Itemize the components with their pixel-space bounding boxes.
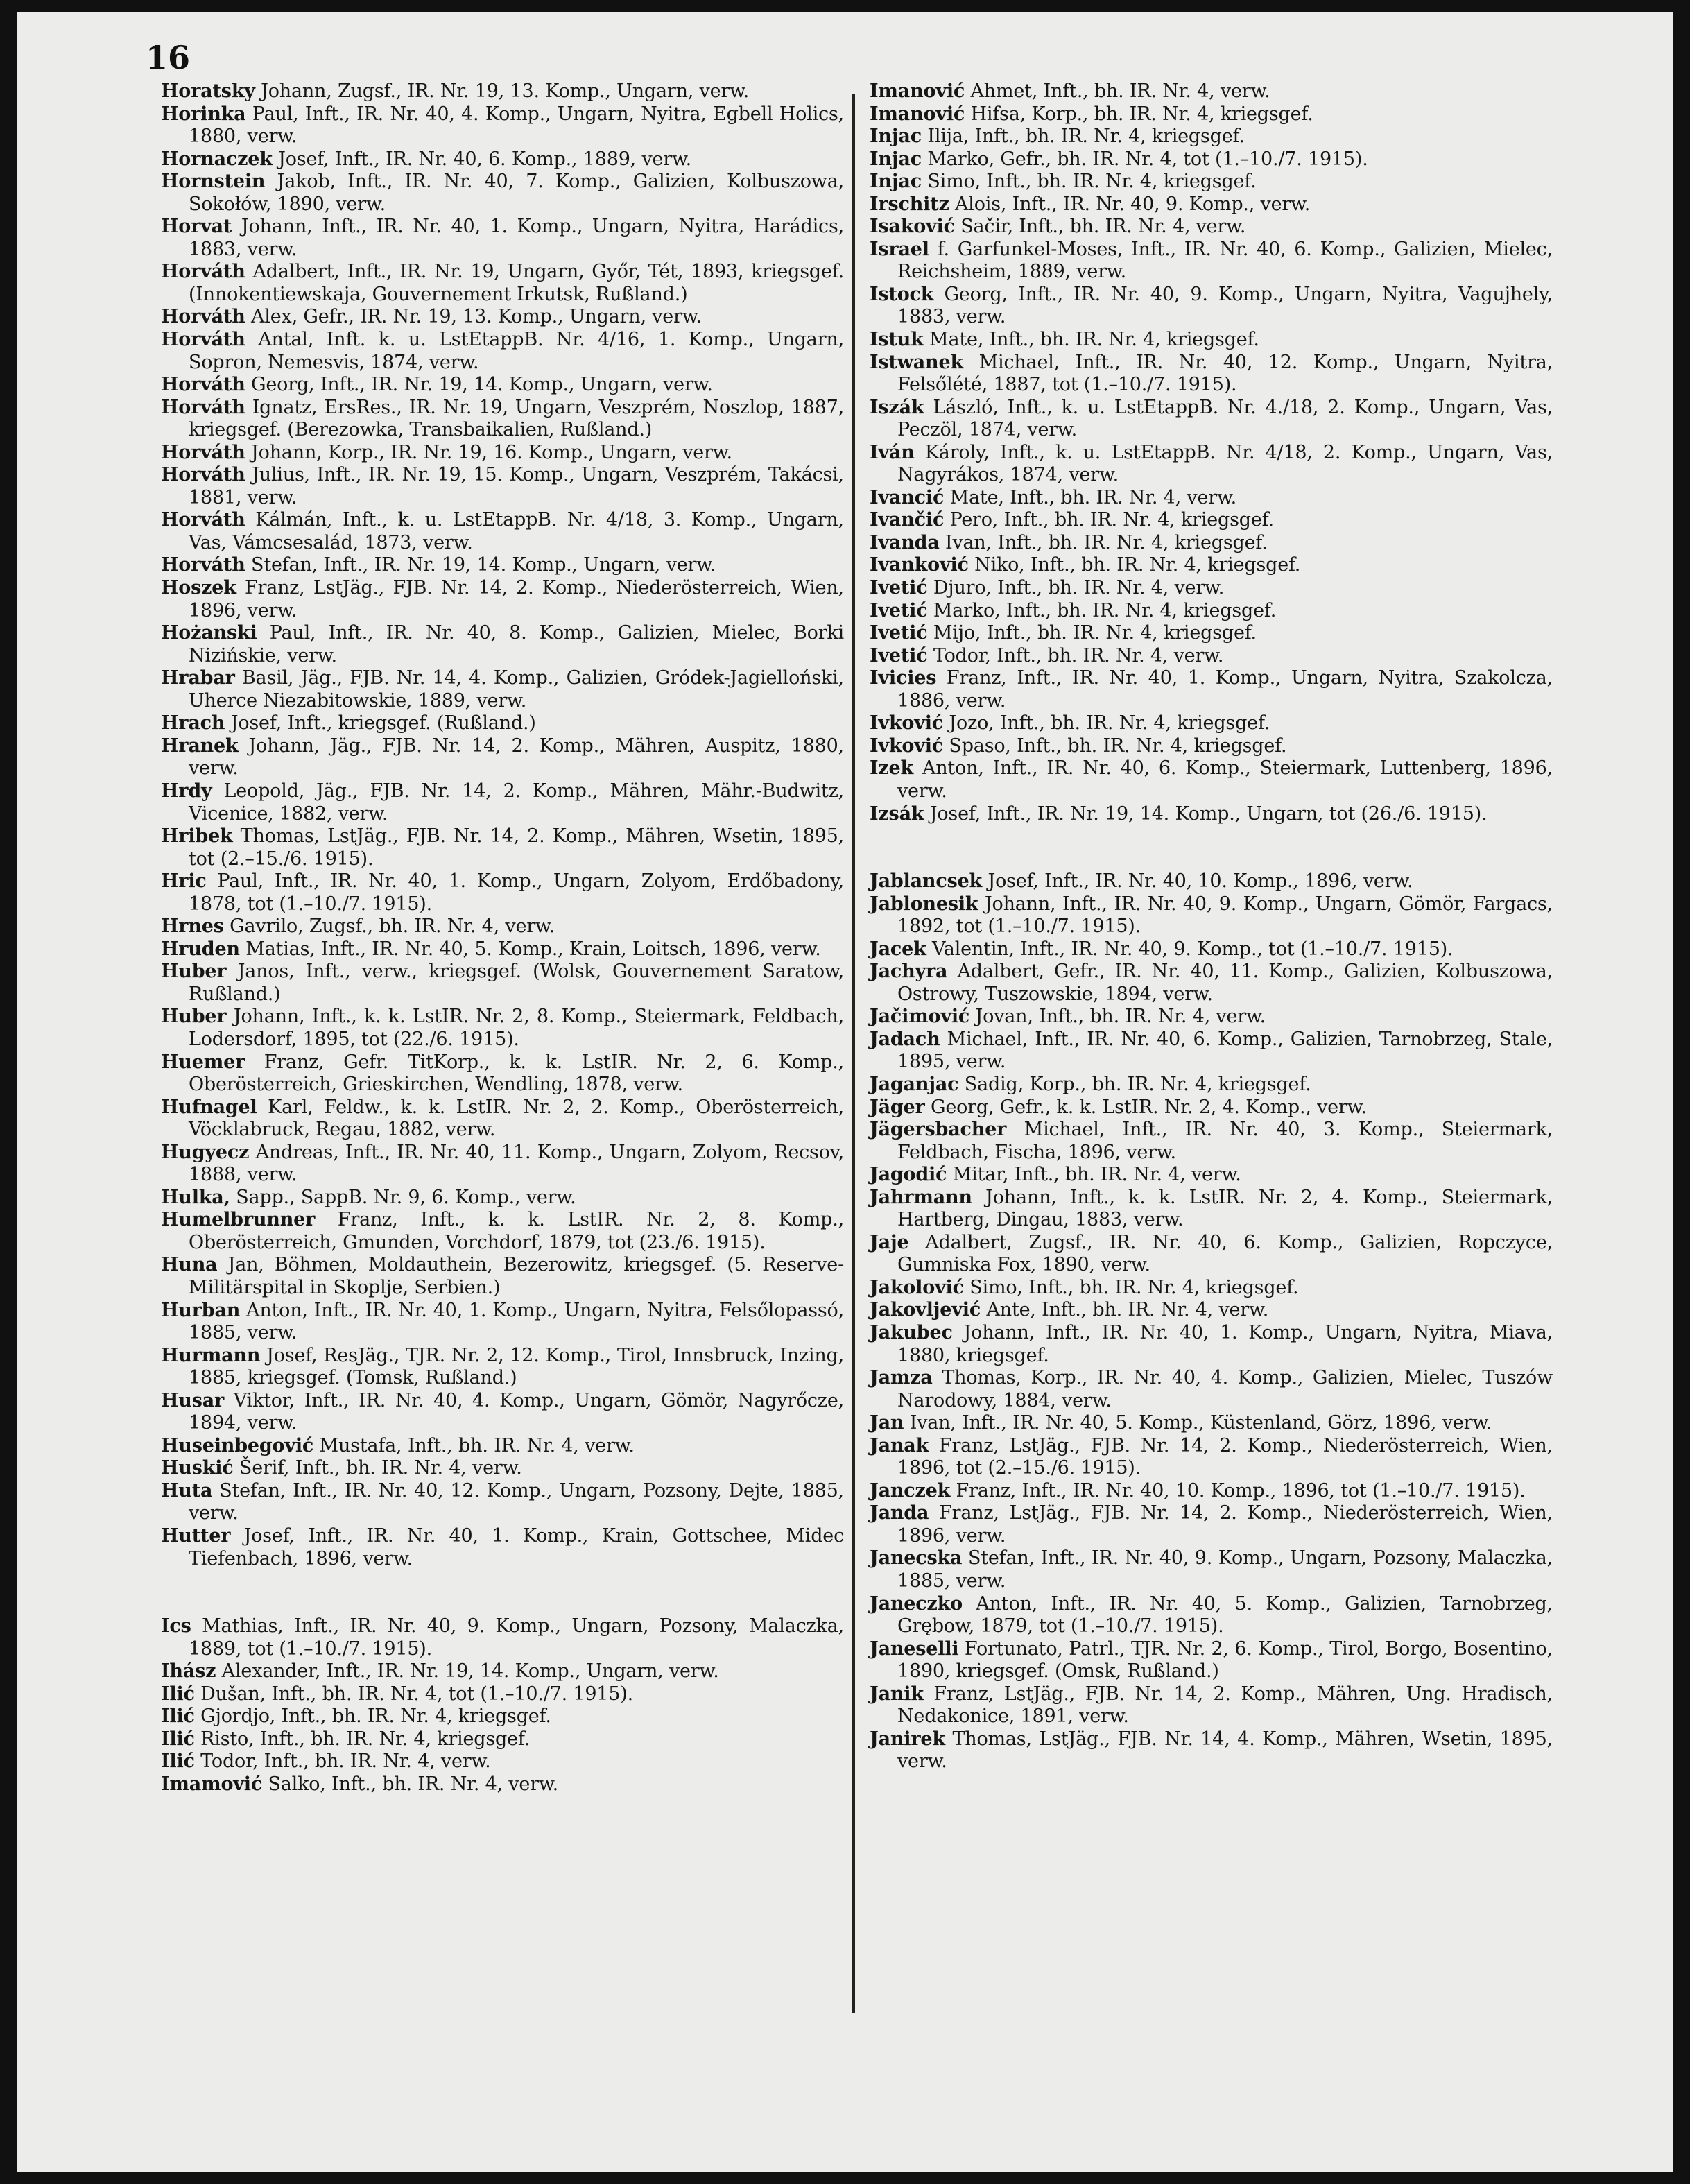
entry-details: Kálmán, Inft., k. u. LstEtappB. Nr. 4/18, 3. Komp., Ungarn, Vas, Vámcsesalád, 1873, verw. — [189, 509, 844, 553]
list-entry — [870, 171, 1553, 194]
list-entry — [870, 600, 1553, 623]
list-entry — [870, 1006, 1553, 1029]
list-entry — [161, 148, 844, 171]
entry-details: Spaso, Inft., bh. IR. Nr. 4, kriegsgef. — [943, 734, 1287, 757]
entry-details: Josef, Inft., IR. Nr. 40, 1. Komp., Krain, Gottschee, Midec Tiefenbach, 1896, verw. — [189, 1525, 844, 1570]
list-entry — [870, 757, 1553, 802]
entry-surname: Injac — [870, 126, 922, 148]
entry-surname: Janirek — [870, 1728, 945, 1750]
entry-surname: Huskić — [161, 1457, 234, 1479]
list-entry — [161, 464, 844, 509]
list-entry — [870, 554, 1553, 577]
list-entry — [870, 1232, 1553, 1277]
entry-surname: Hornstein — [161, 171, 266, 193]
entry-surname: Janik — [870, 1683, 924, 1705]
entry-surname: Jägersbacher — [870, 1119, 1007, 1141]
entry-details: Georg, Inft., IR. Nr. 40, 9. Komp., Ungarn, Nyitra, Vagujhely, 1883, verw. — [897, 283, 1553, 328]
entry-surname: Hożanski — [161, 622, 257, 644]
list-entry — [870, 667, 1553, 712]
entry-surname: Huemer — [161, 1051, 245, 1073]
list-entry — [870, 239, 1553, 284]
entry-surname: Husar — [161, 1389, 225, 1411]
entry-details: f. Garfunkel-Moses, Inft., IR. Nr. 40, 6. Komp., Galizien, Mielec, Reichsheim, 1889, verw. — [897, 238, 1553, 283]
entry-surname: Hrach — [161, 712, 225, 734]
entry-details: Johann, Inft., IR. Nr. 40, 1. Komp., Ungarn, Nyitra, Miava, 1880, kriegsgef. — [897, 1321, 1553, 1366]
entry-surname: Ics — [161, 1615, 191, 1637]
section-gap — [161, 1570, 844, 1615]
left-column — [161, 80, 844, 1796]
entry-surname: Horváth — [161, 329, 245, 351]
entry-surname: Jakovljević — [870, 1299, 981, 1321]
list-entry — [870, 961, 1553, 1006]
list-entry — [161, 329, 844, 374]
entry-details: Basil, Jäg., FJB. Nr. 14, 4. Komp., Galizien, Gródek-Jagielloński, Uherce Niezabitowskie, 1889, verw. — [189, 667, 844, 712]
entry-surname: Hrabar — [161, 667, 235, 689]
list-entry — [870, 509, 1553, 532]
entry-details: Anton, Inft., IR. Nr. 40, 6. Komp., Steiermark, Luttenberg, 1896, verw. — [897, 757, 1553, 802]
entry-details: Johann, Inft., IR. Nr. 40, 9. Komp., Ungarn, Gömör, Fargacs, 1892, tot (1.–10./7. 1915). — [897, 893, 1553, 938]
entry-surname: Horatsky — [161, 80, 255, 102]
entry-details: Šerif, Inft., bh. IR. Nr. 4, verw. — [233, 1457, 522, 1479]
entry-details: Franz, Inft., k. k. LstIR. Nr. 2, 8. Komp., Oberösterreich, Gmunden, Vorchdorf, 1879, tot (23./6. 1915). — [189, 1209, 844, 1253]
entry-details: Leopold, Jäg., FJB. Nr. 14, 2. Komp., Mähren, Mähr.-Budwitz, Vicenice, 1882, verw. — [189, 780, 844, 825]
entry-surname: Ivetić — [870, 644, 928, 667]
entry-surname: Izsák — [870, 802, 924, 825]
list-entry — [870, 735, 1553, 758]
list-entry — [161, 171, 844, 216]
list-entry — [161, 397, 844, 442]
entry-surname: Horváth — [161, 441, 245, 463]
entry-details: Franz, Inft., IR. Nr. 40, 10. Komp., 1896, tot (1.–10./7. 1915). — [950, 1479, 1526, 1502]
entry-surname: Huta — [161, 1479, 213, 1502]
list-entry — [161, 1660, 844, 1683]
entry-surname: Humelbrunner — [161, 1209, 316, 1231]
entry-details: Gavrilo, Zugsf., bh. IR. Nr. 4, verw. — [223, 915, 555, 938]
list-entry — [161, 1345, 844, 1390]
entry-details: Thomas, Korp., IR. Nr. 40, 4. Komp., Galizien, Mielec, Tuszów Narodowy, 1884, verw. — [897, 1367, 1553, 1411]
entry-details: Paul, Inft., IR. Nr. 40, 1. Komp., Ungarn, Zolyom, Erdőbadony, 1878, tot (1.–10./7. 1915). — [189, 870, 844, 915]
list-entry — [870, 712, 1553, 735]
entry-details: Mate, Inft., bh. IR. Nr. 4, kriegsgef. — [923, 329, 1259, 351]
entry-surname: Huber — [161, 961, 227, 983]
entry-details: Salko, Inft., bh. IR. Nr. 4, verw. — [262, 1773, 559, 1795]
entry-details: Josef, ResJäg., TJR. Nr. 2, 12. Komp., Tirol, Innsbruck, Inzing, 1885, kriegsgef. (Tomsk, Rußland.) — [189, 1344, 844, 1389]
entry-details: Stefan, Inft., IR. Nr. 19, 14. Komp., Ungarn, verw. — [245, 554, 716, 576]
entry-details: Risto, Inft., bh. IR. Nr. 4, kriegsgef. — [194, 1728, 531, 1750]
column-divider — [852, 94, 855, 2013]
entry-details: Sačir, Inft., bh. IR. Nr. 4, verw. — [954, 216, 1246, 238]
list-entry — [870, 1728, 1553, 1773]
entry-surname: Hrdy — [161, 780, 212, 802]
list-entry — [870, 1164, 1553, 1187]
list-entry — [870, 938, 1553, 961]
entry-surname: Ivicies — [870, 667, 937, 689]
entry-details: Pero, Inft., bh. IR. Nr. 4, kriegsgef. — [944, 509, 1274, 531]
entry-details: Michael, Inft., IR. Nr. 40, 6. Komp., Galizien, Tarnobrzeg, Stale, 1895, verw. — [897, 1028, 1553, 1073]
entry-details: Sadig, Korp., bh. IR. Nr. 4, kriegsgef. — [958, 1073, 1311, 1095]
list-entry — [870, 1097, 1553, 1119]
list-entry — [161, 1728, 844, 1751]
page-number: 16 — [146, 39, 191, 76]
entry-surname: Ivetić — [870, 577, 928, 599]
list-entry — [161, 961, 844, 1006]
entry-surname: Hurmann — [161, 1344, 261, 1366]
list-entry — [870, 1547, 1553, 1592]
entry-details: Alois, Inft., IR. Nr. 40, 9. Komp., verw. — [949, 193, 1311, 215]
entry-details: Stefan, Inft., IR. Nr. 40, 12. Komp., Ungarn, Pozsony, Dejte, 1885, verw. — [189, 1479, 844, 1524]
list-entry — [161, 1209, 844, 1254]
entry-details: Johann, Inft., IR. Nr. 40, 1. Komp., Ungarn, Nyitra, Harádics, 1883, verw. — [189, 216, 844, 260]
entry-surname: Jačimović — [870, 1006, 970, 1028]
entry-surname: Isaković — [870, 216, 955, 238]
list-entry — [870, 803, 1553, 826]
entry-surname: Injac — [870, 171, 922, 193]
entry-details: Franz, LstJäg., FJB. Nr. 14, 2. Komp., Niederösterreich, Wien, 1896, verw. — [189, 577, 844, 621]
entry-surname: Horváth — [161, 554, 245, 576]
entry-details: Ilija, Inft., bh. IR. Nr. 4, kriegsgef. — [921, 126, 1245, 148]
entry-details: Ivan, Inft., bh. IR. Nr. 4, kriegsgef. — [939, 531, 1268, 553]
entry-surname: Ivetić — [870, 622, 928, 644]
entry-details: Valentin, Inft., IR. Nr. 40, 9. Komp., tot (1.–10./7. 1915). — [926, 938, 1454, 960]
list-entry — [870, 148, 1553, 171]
entry-details: Michael, Inft., IR. Nr. 40, 12. Komp., Ungarn, Nyitra, Felsőlété, 1887, tot (1.–10./7. 1915). — [897, 351, 1553, 396]
list-entry — [870, 1029, 1553, 1074]
list-entry — [161, 1097, 844, 1142]
entry-surname: Horváth — [161, 306, 245, 328]
list-entry — [161, 1751, 844, 1773]
entry-details: Stefan, Inft., IR. Nr. 40, 9. Komp., Ungarn, Pozsony, Malaczka, 1885, verw. — [897, 1547, 1553, 1592]
entry-surname: Horvat — [161, 216, 232, 238]
list-entry — [161, 1525, 844, 1570]
list-entry — [161, 261, 844, 306]
entry-surname: Huber — [161, 1006, 227, 1028]
entry-details: Marko, Inft., bh. IR. Nr. 4, kriegsgef. — [927, 599, 1277, 621]
entry-details: Josef, Inft., IR. Nr. 19, 14. Komp., Ungarn, tot (26./6. 1915). — [924, 802, 1488, 825]
entry-details: Michael, Inft., IR. Nr. 40, 3. Komp., Steiermark, Feldbach, Fischa, 1896, verw. — [897, 1119, 1553, 1163]
list-entry — [870, 352, 1553, 397]
entry-details: Thomas, LstJäg., FJB. Nr. 14, 4. Komp., Mähren, Wsetin, 1895, verw. — [897, 1728, 1553, 1773]
entry-surname: Injac — [870, 148, 922, 170]
entry-surname: Janczek — [870, 1479, 951, 1502]
entry-surname: Jan — [870, 1412, 904, 1434]
entry-surname: Hufnagel — [161, 1096, 257, 1118]
entry-details: Mitar, Inft., bh. IR. Nr. 4, verw. — [947, 1164, 1241, 1186]
entry-details: Janos, Inft., verw., kriegsgef. (Wolsk, Gouvernement Saratow, Rußland.) — [189, 961, 844, 1005]
entry-surname: Hoszek — [161, 577, 236, 599]
list-entry — [161, 80, 844, 103]
entry-surname: Israel — [870, 238, 929, 260]
entry-details: Fortunato, Patrl., TJR. Nr. 2, 6. Komp., Tirol, Borgo, Bosentino, 1890, kriegsgef. (Omsk, Rußland.) — [897, 1637, 1553, 1683]
entry-details: Josef, Inft., IR. Nr. 40, 6. Komp., 1889, verw. — [272, 148, 692, 170]
entry-details: Mathias, Inft., IR. Nr. 40, 9. Komp., Ungarn, Pozsony, Malaczka, 1889, tot (1.–10./7. 1915). — [189, 1615, 844, 1660]
entry-details: Jovan, Inft., bh. IR. Nr. 4, verw. — [969, 1006, 1266, 1028]
list-entry — [161, 1187, 844, 1210]
entry-surname: Jablonesik — [870, 893, 978, 915]
list-entry — [870, 1299, 1553, 1322]
entry-surname: Jaganjac — [870, 1073, 959, 1095]
list-entry — [161, 442, 844, 465]
entry-details: Johann, Zugsf., IR. Nr. 19, 13. Komp., Ungarn, verw. — [255, 80, 750, 102]
entry-details: Josef, Inft., kriegsgef. (Rußland.) — [225, 712, 536, 734]
entry-details: Thomas, LstJäg., FJB. Nr. 14, 2. Komp., Mähren, Wsetin, 1895, tot (2.–15./6. 1915). — [189, 825, 844, 870]
list-entry — [161, 1480, 844, 1525]
entry-surname: Imanović — [870, 80, 965, 102]
list-entry — [161, 1254, 844, 1299]
list-entry — [161, 915, 844, 938]
list-entry — [161, 509, 844, 554]
entry-surname: Jadach — [870, 1028, 940, 1050]
entry-details: Johann, Inft., k. k. LstIR. Nr. 2, 8. Komp., Steiermark, Feldbach, Lodersdorf, 1895, tot (22./6. 1915). — [189, 1006, 844, 1050]
list-entry — [161, 1142, 844, 1187]
list-entry — [870, 1187, 1553, 1232]
list-entry — [870, 1480, 1553, 1503]
entry-surname: Horváth — [161, 396, 245, 418]
entry-surname: Jakolović — [870, 1276, 964, 1298]
entry-details: Franz, LstJäg., FJB. Nr. 14, 2. Komp., Niederösterreich, Wien, 1896, verw. — [897, 1502, 1553, 1547]
entry-details: Franz, Inft., IR. Nr. 40, 1. Komp., Ungarn, Nyitra, Szakolcza, 1886, verw. — [897, 667, 1553, 712]
entry-surname: Irschitz — [870, 193, 949, 215]
entry-details: Josef, Inft., IR. Nr. 40, 10. Komp., 1896, verw. — [982, 870, 1413, 893]
entry-surname: Horváth — [161, 509, 245, 531]
list-entry — [161, 306, 844, 329]
entry-details: Adalbert, Gefr., IR. Nr. 40, 11. Komp., Galizien, Kolbuszowa, Ostrowy, Tuszowskie, 1894, verw. — [897, 961, 1553, 1005]
list-entry — [161, 1773, 844, 1796]
list-entry — [161, 1435, 844, 1458]
list-entry — [161, 374, 844, 397]
list-entry — [161, 712, 844, 735]
entry-surname: Ilić — [161, 1683, 195, 1705]
entry-details: Johann, Jäg., FJB. Nr. 14, 2. Komp., Mähren, Auspitz, 1880, verw. — [189, 734, 844, 780]
list-entry — [870, 1683, 1553, 1728]
section-gap — [870, 825, 1553, 870]
entry-details: Jozo, Inft., bh. IR. Nr. 4, kriegsgef. — [943, 712, 1270, 734]
list-entry — [870, 1367, 1553, 1412]
entry-details: Viktor, Inft., IR. Nr. 40, 4. Komp., Ungarn, Gömör, Nagyrőcze, 1894, verw. — [189, 1389, 844, 1434]
entry-details: Adalbert, Zugsf., IR. Nr. 40, 6. Komp., Galizien, Ropczyce, Gumniska Fox, 1890, verw. — [897, 1231, 1553, 1276]
list-entry — [870, 1593, 1553, 1638]
entry-surname: Iszák — [870, 396, 924, 418]
entry-surname: Ivković — [870, 734, 944, 757]
list-entry — [870, 1277, 1553, 1300]
entry-surname: Hrnes — [161, 915, 224, 938]
entry-surname: Ivanda — [870, 531, 940, 553]
entry-details: Hifsa, Korp., bh. IR. Nr. 4, kriegsgef. — [965, 103, 1313, 125]
entry-surname: Horinka — [161, 103, 246, 125]
entry-details: Sapp., SappB. Nr. 9, 6. Komp., verw. — [230, 1186, 576, 1208]
list-entry — [161, 938, 844, 961]
list-entry — [870, 893, 1553, 938]
list-entry — [870, 126, 1553, 148]
entry-surname: Istock — [870, 283, 934, 305]
entry-surname: Ihász — [161, 1660, 216, 1683]
entry-details: Jakob, Inft., IR. Nr. 40, 7. Komp., Galizien, Kolbuszowa, Sokołów, 1890, verw. — [189, 171, 844, 215]
entry-surname: Hribek — [161, 825, 233, 848]
list-entry — [161, 1051, 844, 1097]
list-entry — [870, 194, 1553, 216]
entry-details: Franz, LstJäg., FJB. Nr. 14, 2. Komp., Niederösterreich, Wien, 1896, tot (2.–15./6. 1915). — [897, 1434, 1553, 1479]
list-entry — [161, 780, 844, 825]
entry-details: Károly, Inft., k. u. LstEtappB. Nr. 4/18, 2. Komp., Ungarn, Vas, Nagyrákos, 1874, verw. — [897, 441, 1553, 486]
list-entry — [161, 1390, 844, 1435]
entry-details: Franz, Gefr. TitKorp., k. k. LstIR. Nr. 2, 6. Komp., Oberösterreich, Grieskirchen, Wendling, 1878, verw. — [189, 1051, 844, 1096]
document-page — [17, 12, 1673, 2172]
entry-details: Paul, Inft., IR. Nr. 40, 4. Komp., Ungarn, Nyitra, Egbell Holics, 1880, verw. — [189, 103, 844, 148]
entry-surname: Hutter — [161, 1525, 231, 1547]
entry-surname: Ivetić — [870, 599, 928, 621]
entry-surname: Ivković — [870, 712, 944, 734]
entry-details: Andreas, Inft., IR. Nr. 40, 11. Komp., Ungarn, Zolyom, Recsov, 1888, verw. — [189, 1141, 844, 1186]
entry-surname: Ivančić — [870, 509, 945, 531]
entry-surname: Iván — [870, 441, 915, 463]
entry-details: Adalbert, Inft., IR. Nr. 19, Ungarn, Győr, Tét, 1893, kriegsgef. (Innokentiewskaja, Gouvernement Irkutsk, Rußland.) — [189, 261, 844, 305]
entry-details: Matias, Inft., IR. Nr. 40, 5. Komp., Krain, Loitsch, 1896, verw. — [239, 938, 821, 960]
list-entry — [870, 1119, 1553, 1164]
entry-surname: Izek — [870, 757, 914, 780]
entry-details: Mijo, Inft., bh. IR. Nr. 4, kriegsgef. — [927, 622, 1257, 644]
entry-surname: Ilić — [161, 1751, 195, 1773]
list-entry — [161, 667, 844, 712]
list-entry — [161, 735, 844, 780]
entry-surname: Janak — [870, 1434, 929, 1456]
entry-details: Anton, Inft., IR. Nr. 40, 5. Komp., Galizien, Tarnobrzeg, Grębow, 1879, tot (1.–10./7. 1915). — [897, 1592, 1553, 1637]
entry-surname: Jachyra — [870, 961, 948, 983]
list-entry — [161, 554, 844, 577]
list-entry — [161, 1300, 844, 1345]
entry-details: Mustafa, Inft., bh. IR. Nr. 4, verw. — [313, 1434, 635, 1456]
entry-details: Niko, Inft., bh. IR. Nr. 4, kriegsgef. — [968, 554, 1301, 576]
list-entry — [870, 1412, 1553, 1435]
entry-surname: Ivancić — [870, 486, 945, 508]
entry-details: Gjordjo, Inft., bh. IR. Nr. 4, kriegsgef. — [194, 1705, 551, 1728]
entry-surname: Jaje — [870, 1231, 909, 1253]
entry-surname: Ilić — [161, 1705, 195, 1728]
entry-surname: Istwanek — [870, 351, 963, 373]
entry-surname: Jahrmann — [870, 1186, 972, 1208]
entry-surname: Horváth — [161, 261, 245, 283]
entry-surname: Jakubec — [870, 1321, 953, 1343]
entry-surname: Ilić — [161, 1728, 195, 1750]
list-entry — [870, 80, 1553, 103]
entry-surname: Hurban — [161, 1299, 241, 1321]
entry-details: Johann, Korp., IR. Nr. 19, 16. Komp., Ungarn, verw. — [245, 441, 732, 463]
entry-details: Ivan, Inft., IR. Nr. 40, 5. Komp., Küstenland, Görz, 1896, verw. — [904, 1412, 1492, 1434]
list-entry — [870, 329, 1553, 352]
entry-details: Karl, Feldw., k. k. LstIR. Nr. 2, 2. Komp., Oberösterreich, Vöcklabruck, Regau, 1882, verw. — [189, 1096, 844, 1141]
entry-details: Anton, Inft., IR. Nr. 40, 1. Komp., Ungarn, Nyitra, Felsőlopassó, 1885, verw. — [189, 1299, 844, 1344]
entry-surname: Hruden — [161, 938, 240, 960]
list-entry — [161, 1457, 844, 1480]
list-entry — [870, 1435, 1553, 1480]
entry-surname: Jablancsek — [870, 870, 983, 893]
entry-surname: Huna — [161, 1254, 218, 1276]
right-column — [870, 80, 1553, 1773]
list-entry — [161, 825, 844, 870]
list-entry — [870, 487, 1553, 510]
entry-details: Franz, LstJäg., FJB. Nr. 14, 2. Komp., Mähren, Ung. Hradisch, Nedakonice, 1891, verw. — [897, 1683, 1553, 1728]
list-entry — [870, 1638, 1553, 1683]
entry-details: Marko, Gefr., bh. IR. Nr. 4, tot (1.–10./7. 1915). — [921, 148, 1368, 170]
list-entry — [161, 622, 844, 667]
list-entry — [870, 577, 1553, 600]
entry-details: Georg, Inft., IR. Nr. 19, 14. Komp., Ungarn, verw. — [245, 374, 713, 396]
entry-details: Ahmet, Inft., bh. IR. Nr. 4, verw. — [965, 80, 1270, 102]
entry-details: Mate, Inft., bh. IR. Nr. 4, verw. — [944, 486, 1237, 508]
list-entry — [870, 284, 1553, 329]
entry-surname: Janecska — [870, 1547, 963, 1570]
list-entry — [161, 1006, 844, 1051]
entry-details: Paul, Inft., IR. Nr. 40, 8. Komp., Galizien, Mielec, Borki Nizińskie, verw. — [189, 622, 844, 667]
list-entry — [870, 1074, 1553, 1097]
entry-surname: Janda — [870, 1502, 929, 1524]
list-entry — [870, 645, 1553, 668]
entry-surname: Jäger — [870, 1096, 925, 1118]
entry-surname: Janeselli — [870, 1637, 959, 1660]
entry-details: Todor, Inft., bh. IR. Nr. 4, verw. — [927, 644, 1224, 667]
entry-details: Dušan, Inft., bh. IR. Nr. 4, tot (1.–10./7. 1915). — [194, 1683, 633, 1705]
entry-surname: Horváth — [161, 374, 245, 396]
entry-surname: Hornaczek — [161, 148, 273, 170]
entry-surname: Imamović — [161, 1773, 263, 1795]
list-entry — [870, 103, 1553, 126]
entry-details: Ignatz, ErsRes., IR. Nr. 19, Ungarn, Veszprém, Noszlop, 1887, kriegsgef. (Berezowka, Transbaikalien, Rußland.) — [189, 396, 844, 441]
entry-surname: Jamza — [870, 1367, 933, 1389]
entry-surname: Ivanković — [870, 554, 969, 576]
entry-details: Georg, Gefr., k. k. LstIR. Nr. 2, 4. Komp., verw. — [924, 1096, 1367, 1118]
list-entry — [161, 103, 844, 148]
entry-surname: Imanović — [870, 103, 965, 125]
list-entry — [161, 577, 844, 622]
list-entry — [870, 442, 1553, 487]
entry-details: Djuro, Inft., bh. IR. Nr. 4, verw. — [927, 577, 1225, 599]
entry-details: Johann, Inft., k. k. LstIR. Nr. 2, 4. Komp., Steiermark, Hartberg, Dingau, 1883, verw. — [897, 1186, 1553, 1231]
entry-surname: Horváth — [161, 464, 245, 486]
entry-details: László, Inft., k. u. LstEtappB. Nr. 4./18, 2. Komp., Ungarn, Vas, Peczöl, 1874, verw. — [897, 396, 1553, 441]
entry-details: Ante, Inft., bh. IR. Nr. 4, verw. — [981, 1299, 1269, 1321]
list-entry — [161, 1705, 844, 1728]
entry-surname: Hranek — [161, 734, 239, 757]
entry-details: Simo, Inft., bh. IR. Nr. 4, kriegsgef. — [963, 1276, 1299, 1298]
entry-surname: Istuk — [870, 329, 924, 351]
list-entry — [870, 870, 1553, 893]
entry-surname: Jacek — [870, 938, 926, 960]
list-entry — [870, 1322, 1553, 1367]
entry-details: Julius, Inft., IR. Nr. 19, 15. Komp., Ungarn, Veszprém, Takácsi, 1881, verw. — [189, 464, 844, 508]
entry-surname: Hric — [161, 870, 207, 893]
entry-surname: Jagodić — [870, 1164, 947, 1186]
list-entry — [161, 1615, 844, 1660]
list-entry — [161, 870, 844, 915]
list-entry — [870, 532, 1553, 555]
list-entry — [870, 216, 1553, 239]
entry-details: Jan, Böhmen, Moldauthein, Bezerowitz, kriegsgef. (5. Reserve-Militärspital in Skoplje, Serbien.) — [189, 1254, 844, 1298]
list-entry — [161, 1683, 844, 1706]
entry-details: Simo, Inft., bh. IR. Nr. 4, kriegsgef. — [921, 171, 1257, 193]
list-entry — [870, 1502, 1553, 1547]
list-entry — [161, 216, 844, 261]
list-entry — [870, 622, 1553, 645]
entry-details: Todor, Inft., bh. IR. Nr. 4, verw. — [194, 1751, 491, 1773]
entry-details: Alexander, Inft., IR. Nr. 19, 14. Komp., Ungarn, verw. — [216, 1660, 719, 1683]
entry-surname: Hugyecz — [161, 1141, 250, 1163]
entry-surname: Huseinbegović — [161, 1434, 314, 1456]
list-entry — [870, 397, 1553, 442]
entry-details: Alex, Gefr., IR. Nr. 19, 13. Komp., Ungarn, verw. — [245, 306, 702, 328]
entry-surname: Hulka, — [161, 1186, 230, 1208]
entry-surname: Janeczko — [870, 1592, 963, 1615]
entry-details: Antal, Inft. k. u. LstEtappB. Nr. 4/16, 1. Komp., Ungarn, Sopron, Nemesvis, 1874, verw. — [189, 329, 844, 373]
